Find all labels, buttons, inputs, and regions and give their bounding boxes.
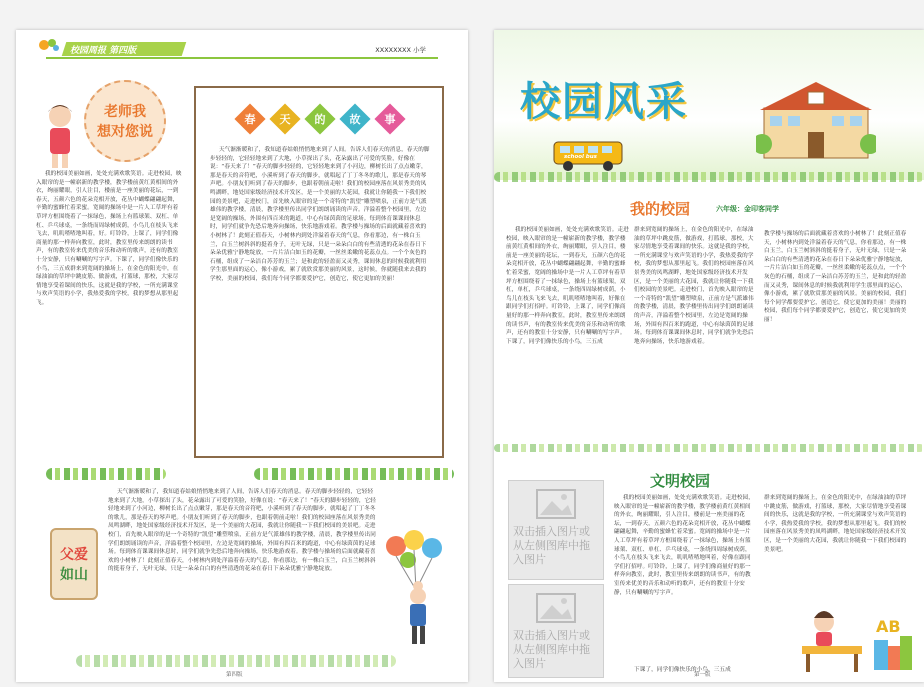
flower-logo-icon: [38, 36, 60, 58]
spring-title-char-5: 事: [384, 113, 396, 126]
civil-col2: 群来到宽阔的操场上，在金色的阳光中，在绿油油的草坪中跳皮筋，做游戏，打篮球，那校，大家尽情地享受着课间的快乐，这就是我的学校，一所充满课堂与欢声笑语的小学，我热爱我的学校，我的梦想从那里起飞。我们的校园座落在风景秀美的凤鸣湖畔，地处国家级经济技术开发区，是一个美丽的大花园，我就让你随我一下我们校园的美景吧。: [764, 495, 907, 553]
image-icon: [536, 489, 576, 519]
my-school-byline: 六年级：金印客同学: [716, 205, 779, 213]
my-school-col1: 我的校园美丽如画，处处充满欢歌笑语。走进校园，映入眼帘的是一幢崭新的教学楼，教学楼前黄红黄相间的外衣，绚丽耀眼，引人注目，楼前是一座美丽的花坛，一到春天，五颜六色的花朵竞相开放，花丛中蝴蝶翩翩起舞，辛勤的蜜蜂忙着采蜜，宽阔的操场中是一片人工草坪有着草坪方框围绕着了一抹绿色，操场上有篮球架，双杠，单杠，乒乓球桌，一条绕四周绿树成荫，小鸟儿在枝头飞来飞去，叽叽喳喳地叫着，好像在跟同学们打招呼。叮铃铃，上课了，同学们像商量好的那一样奔向教室，此时，教室里传来朗朗的读书声，有的教室传来优美的音乐和动听的歌声，还有的教室十分安静，只有唰唰的写字声。下课了，同学们像快乐的小鸟，三五成: [506, 227, 629, 345]
teacher-heading-line2: 想对您说: [97, 124, 153, 140]
my-school-col2: 群来到宽阔的操场上，在金色的阳光中，在绿油油的草坪中跳皮筋，做游戏，打篮球，那校，大家尽情地享受着课间的快乐。这就是我的学校，一所充满课堂与欢声笑语的小学，我热爱我的学校，我的梦想从那里起飞。我们的校园座落在风景秀美的凤鸣湖畔，地处国家级经济技术开发区，是一个美丽的大花园，我就让你随我一下我们校园的美景吧。走进校门，首先映入眼帘的是一个奇特的“凯望”雕塑喷泉，正前方是气派雄伟的教学楼，清晨，教学楼里传出同学们朗朗诵读的声音，洋溢着整个校园里，左边是宽阔的操场，外围有四百米的跑道，中心有绿茵茵的足球场。每到体育课课间休息时，同学们就争先恐后地奔向操场，快乐地游戏着。: [634, 227, 754, 345]
left-page: [16, 30, 468, 682]
vine-divider-left: [46, 468, 166, 480]
masthead-vine: [494, 172, 924, 182]
teacher-heading-line1: 老师我: [104, 104, 146, 120]
svg-text:AB: AB: [876, 617, 901, 636]
father-child-balloons-icon: [382, 530, 452, 654]
placeholder-2-text: 双击插入图片或从左侧图库中拖入图片: [513, 629, 590, 670]
girl-illustration-icon: [38, 100, 82, 176]
bottom-vine: [76, 655, 396, 667]
vine-divider-right: [254, 468, 454, 480]
image-placeholder-1[interactable]: [508, 480, 604, 580]
spring-text: 天气渐渐暖和了，我知道春姑娘悄悄地来到了人间。告诉人们春天的消息，春天的脚步轻轻的，它轻轻地来到了大地，小草探出了头，花朵露出了可爱的笑脸，好像在说：“春天来了！”春天的脚步轻轻的，它轻轻地来到了小河边，柳树长出了点点嫩芽，那是春天的音符吧，小溪听到了春天的脚步，就唱起了丁丁冬冬的歌儿，那是春天的琴声吧。小朋友们听到了春天的脚步，也跟着朝前走啦！我们的校园座落在风景秀美的凤鸣湖畔，地处国家级经济技术开发区，是一个美丽的大花园，我就让你随我一下我们校园的美景吧，走进校门，首先映入眼帘的是一个奇特的“凯望”雕塑喷泉，正前方是气派雄伟的教学楼，清晨，教学楼里传出同学们朗朗诵读的声音。洋溢着整个校园里，左边是宽阔的操场，外围有四百米的跑道，中心有绿茵茵的足球场。每到体育课课间休息时，同学们就争先恐后地奔向操场，快乐地游戏着。教学楼与操场的后面就藏着喜欢的小树林了！此刻正值春天，小树林内到处洋溢着春天的气息，你看那边，有一株白玉兰，白玉兰树斜斜的挺着身子，无叶无绿，只是一朵朵白白的有些清透的花朵在春日下朵朵优雅宁静地绽放，一片片洁白如玉的花瓣，一丝丝柔嫩的花蕊点点。一个个灰色的石桶，组成了一朵洁白苏芳的玉兰；是和此的轻盈而又灵秀，课间休息的时候我就利用学生那里面的运心，像小游戏，累了就欣赏那美丽的风景，这时候，你就随我来去我的学校，美丽的校园，我们每个同学都要爱护它，创造它，使它更加的美丽！: [210, 147, 430, 282]
right-page-footer: 第一版: [694, 672, 711, 678]
bus-label: school bus: [564, 154, 597, 160]
image-placeholder-2[interactable]: [508, 584, 604, 678]
spring-title: [220, 108, 420, 134]
parents-heading-line1: 父爱: [60, 547, 88, 563]
masthead-title: 校园风采: [520, 79, 688, 125]
mid-vine: [494, 444, 924, 452]
my-school-col3: 教学楼与操场的后面就藏着喜欢的小树林了！此刻正值春天，小树林内到处洋溢着春天的气息，你看那边，有一株白玉兰，白玉兰树斜斜的挺着身子，无叶无绿，只是一朵朵白白的有些清透的花朵在春日下朵朵优雅宁静地绽放，一片片洁白如玉的花瓣，一丝丝柔嫩的花蕊点点，一个个灰色的石桶，组成了一朵洁白苏芳的玉兰，是和此的轻盈而又灵秀，课间休息的时候我就利用学生那里面的运心，像小游戏，累了就欣赏那美丽的风景。美丽的校园，我们每个同学都要爱护它，创造它，使它更加的美丽！美丽的校园，我们每个同学都要爱护它，创造它，使它更加的美丽！: [764, 231, 907, 323]
parents-heading-line2: 如山: [60, 567, 88, 583]
civil-title: 文明校园: [650, 472, 711, 490]
civil-tail: 下课了，同学们像快乐的小鸟，三五成: [634, 667, 731, 673]
teacher-heading-bubble: [84, 80, 166, 162]
placeholder-1-text: 双击插入图片或从左侧图库中拖入图片: [513, 525, 590, 566]
spring-title-char-3: 的: [314, 113, 326, 126]
right-page: [494, 30, 924, 682]
header-title: 校园周报 第四版: [70, 46, 137, 56]
school-building-icon: [756, 74, 876, 168]
teacher-text: 我的校园美丽如画，处处充满欢歌笑语。走进校园，映入眼帘的是一幢崭新的教学楼，教学楼前黄红黄相间的外衣，绚丽耀眼，引人注目，楼前是一座美丽的花坛，一到春天，五颜六色的花朵竞相开放，花丛中蝴蝶翩翩起舞，辛勤的蜜蜂忙着采蜜。宽阔的操场中是一片人工草坪有着草坪方框围绕着了一抹绿色，操场上有篮球架、双杠、单杠、乒乓球桌，一条绕而周绿树成荫，小鸟儿在枝头飞来飞去，叽叽喳喳地叫着，好。叮铃铃，上课了，同学们像商量的那一样奔向教室，此时，教室里传来朗朗的读书声，有的教室传来优美的音乐和动听的歌声，还有的教室十分安静，只有唰唰的写字声。下课了，同学们像快乐的小鸟，三五成群来到宽阔的操场上，在金色的阳光中，在绿油油的草坪中跳皮筋、做游戏，打篮球，那校，大家尽情地享受着课间的快乐，这就是我的学校，一所充满课堂与欢声笑语的小学，我热爱我的学校，我的梦想从那里起飞。: [36, 171, 182, 306]
header-rule: [46, 57, 438, 59]
left-page-footer: 第四版: [226, 672, 243, 678]
header-school: XXXXXXXX 小学: [375, 46, 426, 54]
parents-heading-badge: [50, 528, 98, 600]
my-school-title: 我的校园: [630, 200, 691, 218]
reading-kids-icon: [794, 596, 918, 680]
image-icon: [536, 593, 576, 623]
spring-title-char-2: 天: [279, 113, 291, 126]
spring-title-char-1: 春: [244, 113, 256, 126]
parents-text: 天气渐渐暖和了，我知道春姑娘悄悄地来到了人间，告诉人们春天的消息。春天的脚步轻轻的，它轻轻地来到了大地，小草探出了头，花朵露出了可爱的笑脸，好像在说：“春天来了！”春天的脚步轻轻的，它轻轻地来到了小河边，柳树长出了点点嫩芽，那是春天的音符吧，小溪听到了春天的脚步，就唱起了丁丁冬冬的歌儿，那是春天的琴声吧。小朋友们听到了春天的脚步，也跟着朝前走啦！我们的校园座落在风景秀美的凤鸣湖畔，地处国家级经济技术开发区，是一个美丽的大花园，我就让你随我一下我们校园的美景吧。走进校门，首先映入眼帘的是一个奇特的“凯望”雕塑喷泉，正前方是气派雄伟的教学楼，清晨，教学楼里传出同学们朗朗诵读的声音，洋溢着整个校园里，左边是宽阔的操场，外围有四百米的跑道，中心有绿茵茵的足球场。每到体育课课间休息时，同学们就争先恐后地奔向操场，快乐地游戏着。教学楼与操场的后面就藏着喜欢的小树林了！此刻正值春天，小树林内到处洋溢着春天的气息，你看那边，有一株白玉兰，白玉兰树斜斜的挺着身子，无叶无绿，只是一朵朵白白的有些清透的花朵在春日下朵朵优雅宁静地绽放。: [108, 489, 376, 573]
civil-col1: 我的校园美丽如画，处处充满欢歌笑语。走进校园，映入眼帘的是一幢崭新的教学楼，教学楼前黄红黄相间的外衣，绚丽耀眼，引人注目，楼前是一座美丽的花坛，一到春天，五颜六色的花朵竞相开放，花丛中蝴蝶翩翩起舞，辛勤的蜜蜂忙着采蜜。宽阔的操场中是一片人工草坪有着草坪方框围绕着了一抹绿色，操场上有篮球架、双杠、单杠、乒乓球桌，一条绕四周绿树成荫，小鸟儿在枝头飞来飞去，叽叽喳喳地叫着，好像在跟同学们打招呼。叮铃铃，上课了，同学们像商量好的那一样奔向教室，此时，教室里传来朗朗的读书声，有的教室传来优美的音乐和动听的歌声，还有的教室十分安静，只有唰唰的写字声。: [614, 495, 754, 596]
spring-title-char-4: 故: [349, 113, 361, 126]
